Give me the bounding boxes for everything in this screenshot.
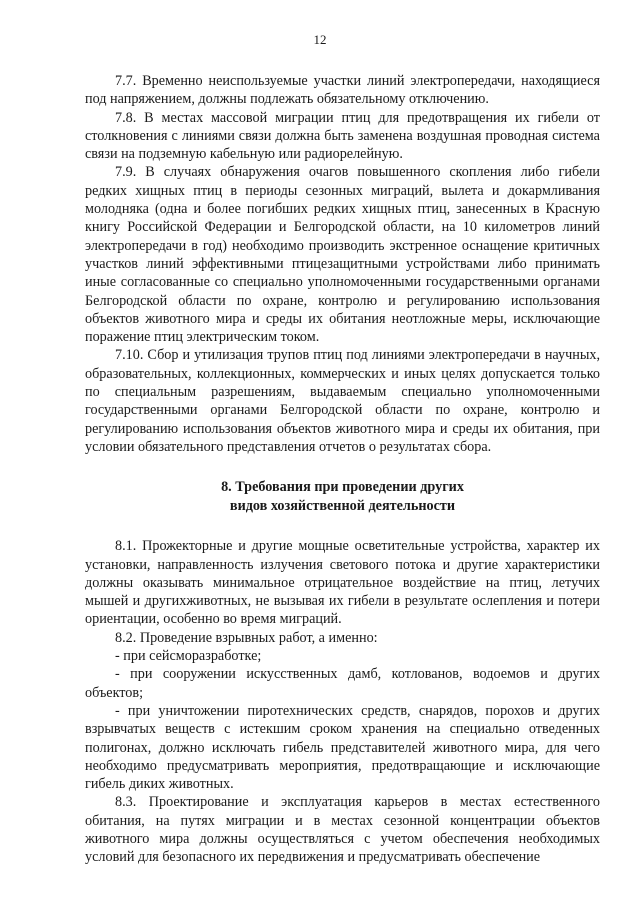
- section-8-heading-line1: 8. Требования при проведении других: [221, 479, 464, 496]
- paragraph-7-10: 7.10. Сбор и утилизация трупов птиц под линиями электропередачи в научных, образовательных, коллекционных, коммерческих и иных целях допускается только по специальным разрешениям, выдаваемым специально уполномоченными государственными органами Белгородской области по охране, контролю и регулированию использования объектов животного мира и среды их обитания, при условии обязательного представления отчетов о результатах сбора.: [85, 347, 600, 455]
- paragraph-8-1: 8.1. Прожекторные и другие мощные осветительные устройства, характер их установки, направленность излучения светового потока и другие характеристики должны оказывать минимальное отрицательное воздействие на птиц, летучих мышей и другихживотных, не вызывая их гибели в результате ослепления и потери ориентации, особенно во время миграций.: [85, 538, 600, 628]
- list-item-dams: - при сооружении искусственных дамб, котлованов, водоемов и других объектов;: [85, 666, 600, 701]
- paragraph-8-2: 8.2. Проведение взрывных работ, а именно:: [115, 629, 378, 646]
- list-item-seismic: - при сейсморазработке;: [115, 648, 262, 665]
- paragraph-7-9: 7.9. В случаях обнаружения очагов повышенного скопления либо гибели редких хищных птиц в периоды сезонных миграций, вылета и докармливания молодняка (одна и более погибших редких хищных птиц, занесенных в Красную книгу Российской Федерации и Белгородской области, на 10 километров линий электропередачи в год) необходимо производить экстренное оснащение критичных участков линий эффективными птицезащитными устройствами либо принимать иные согласованные со специально уполномоченными государственными органами Белгородской области по охране, контролю и регулированию использования объектов животного мира и среды их обитания неотложные меры, исключающие поражение птиц электрическим током.: [85, 164, 600, 346]
- document-body: [85, 72, 600, 867]
- section-8-heading: [85, 478, 600, 516]
- page-number: 12: [313, 32, 327, 47]
- paragraph-7-7: 7.7. Временно неиспользуемые участки линий электропередачи, находящиеся под напряжением, должны подлежать обязательному отключению.: [85, 73, 600, 108]
- paragraph-7-8: 7.8. В местах массовой миграции птиц для предотвращения их гибели от столкновения с линиями связи должна быть заменена воздушная проводная система связи на подземную кабельную или радиорелейную.: [85, 109, 600, 163]
- section-8-heading-line2: видов хозяйственной деятельности: [229, 498, 456, 515]
- list-item-pyrotechnics: - при уничтожении пиротехнических средств, снарядов, порохов и других взрывчатых веществ с истекшим сроком хранения на специально отведенных полигонах, должно исключать гибель представителей животного мира, для чего необходимо предусматривать мероприятия, предотвращающие и исключающие гибель диких животных.: [85, 702, 600, 793]
- paragraph-8-3: 8.3. Проектирование и эксплуатация карьеров в местах естественного обитания, на путях миграции и в местах сезонной концентрации объектов животного мира должны осуществляться с учетом обеспечения необходимых условий для безопасного их передвижения и предусматривать обеспечение: [85, 794, 600, 866]
